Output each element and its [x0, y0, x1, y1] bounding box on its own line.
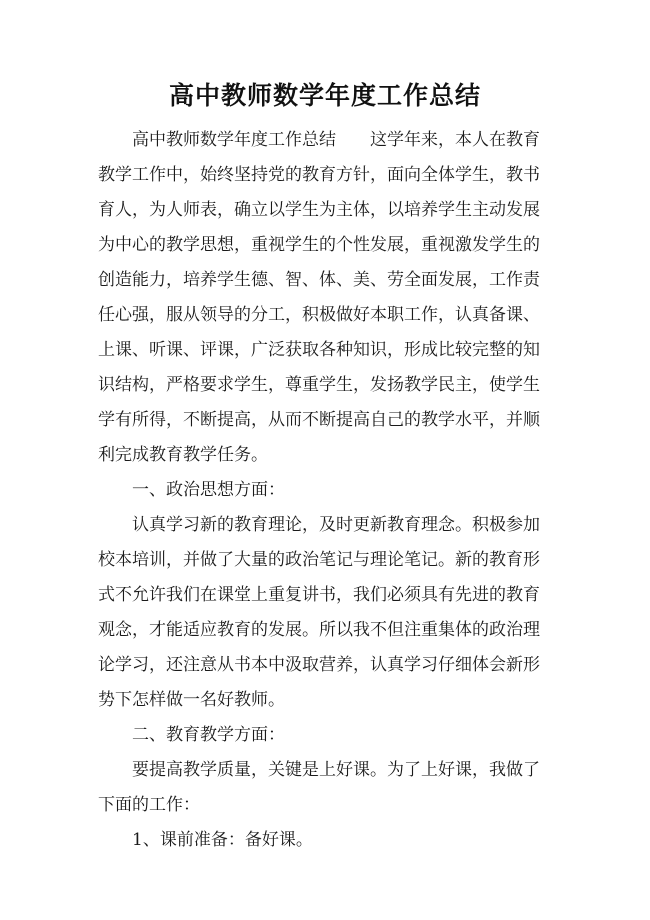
paragraph-line: 势下怎样做一名好教师。 [98, 690, 285, 710]
paragraph-line: 下面的工作： [98, 795, 200, 815]
section-heading: 一、政治思想方面： [132, 480, 285, 500]
paragraph-line: 创造能力，培养学生德、智、体、美、劳全面发展，工作责 [98, 270, 540, 290]
document-title: 高中教师数学年度工作总结 [168, 81, 481, 110]
paragraph-line: 观念，才能适应教育的发展。所以我不但注重集体的政治理 [98, 620, 540, 640]
paragraph-line: 上课、听课、评课，广泛获取各种知识，形成比较完整的知 [98, 340, 540, 360]
paragraph-line: 利完成教育教学任务。 [98, 445, 268, 465]
paragraph-line: 任心强，服从领导的分工，积极做好本职工作，认真备课、 [98, 305, 540, 325]
paragraph-line: 校本培训，并做了大量的政治笔记与理论笔记。新的教育形 [98, 550, 540, 570]
document-body [98, 123, 568, 858]
paragraph-line: 要提高教学质量，关键是上好课。为了上好课，我做了 [132, 760, 540, 780]
paragraph-line: 育人，为人师表，确立以学生为主体，以培养学生主动发展 [98, 200, 540, 220]
paragraph-line: 认真学习新的教育理论，及时更新教育理念。积极参加 [132, 515, 540, 535]
paragraph-line: 识结构，严格要求学生，尊重学生，发扬教学民主，使学生 [98, 375, 540, 395]
section-heading: 二、教育教学方面： [132, 725, 285, 745]
intro-lead: 高中教师数学年度工作总结 [132, 130, 336, 150]
paragraph-line: 为中心的教学思想，重视学生的个性发展，重视激发学生的 [98, 235, 540, 255]
paragraph-line: 式不允许我们在课堂上重复讲书，我们必须具有先进的教育 [98, 585, 540, 605]
paragraph-line: 论学习，还注意从书本中汲取营养，认真学习仔细体会新形 [98, 655, 540, 675]
paragraph-line: 学有所得，不断提高，从而不断提高自己的教学水平，并顺 [98, 410, 540, 430]
intro-line: 这学年来，本人在教育 [370, 130, 540, 150]
paragraph-line [98, 123, 568, 158]
list-item: 1、课前准备：备好课。 [132, 830, 313, 850]
paragraph-line: 教学工作中，始终坚持党的教育方针，面向全体学生，教书 [98, 165, 540, 185]
